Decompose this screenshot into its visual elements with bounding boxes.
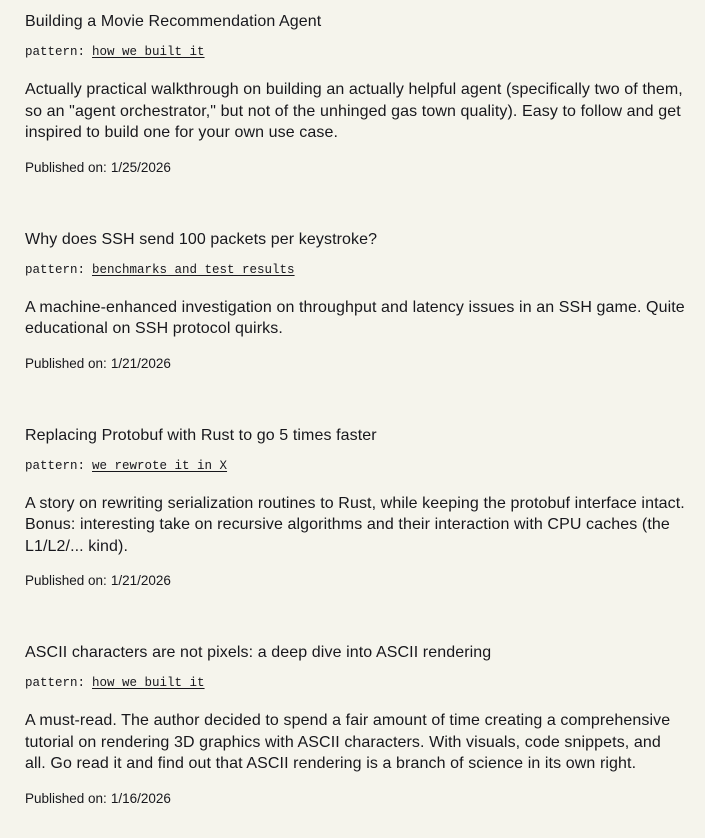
post-description: A story on rewriting serialization routines to Rust, while keeping the protobuf interface intact. Bonus: interesting take on recursive algorithms and their interaction with CPU caches (the L1/L2/... kind). [25, 494, 685, 555]
post-item [25, 230, 685, 372]
post-title: ASCII characters are not pixels: a deep dive into ASCII rendering [25, 644, 492, 661]
post-title: Replacing Protobuf with Rust to go 5 times faster [25, 426, 377, 444]
post-pattern-row [25, 263, 685, 278]
post-published-row [25, 160, 685, 176]
post-title: Building a Movie Recommendation Agent [25, 13, 322, 30]
pattern-link[interactable]: benchmarks and test results [92, 262, 295, 277]
pattern-link[interactable]: how we built it [92, 45, 205, 59]
post-description: A must-read. The author decided to spend a fair amount of time creating a comprehensive tutorial on rendering 3D graphics with ASCII characters. With visuals, code snippets, and all. Go read it and find out that ASCII rendering is a branch of science in its own right. [25, 712, 671, 772]
post-title: Why does SSH send 100 packets per keystroke? [25, 230, 378, 248]
pattern-label: pattern: [25, 458, 86, 473]
published-date: 1/16/2026 [110, 790, 171, 806]
published-date: 1/21/2026 [110, 355, 171, 371]
post-pattern-row [25, 459, 685, 474]
published-date: 1/25/2026 [110, 159, 171, 175]
post-item [25, 12, 685, 176]
pattern-label: pattern: [25, 45, 86, 59]
published-date: 1/21/2026 [110, 573, 171, 588]
published-label: Published on: [25, 355, 107, 371]
pattern-link[interactable]: we rewrote it in X [92, 458, 228, 473]
post-item [25, 643, 685, 807]
post-published-row [25, 356, 685, 372]
published-label: Published on: [25, 573, 107, 588]
post-published-row [25, 573, 685, 589]
post-pattern-row [25, 676, 685, 691]
post-pattern-row [25, 45, 685, 60]
post-item [25, 426, 685, 590]
post-description: Actually practical walkthrough on building an actually helpful agent (specifically two of them, so an "agent orchestrator," but not of the unhinged gas town quality). Easy to follow and get inspired to build one for your own use case. [25, 81, 683, 141]
published-label: Published on: [25, 159, 107, 175]
pattern-label: pattern: [25, 262, 86, 277]
published-label: Published on: [25, 790, 107, 806]
post-published-row [25, 791, 685, 807]
pattern-label: pattern: [25, 676, 86, 690]
pattern-link[interactable]: how we built it [92, 676, 205, 690]
post-description: A machine-enhanced investigation on throughput and latency issues in an SSH game. Quite educational on SSH protocol quirks. [25, 298, 685, 337]
